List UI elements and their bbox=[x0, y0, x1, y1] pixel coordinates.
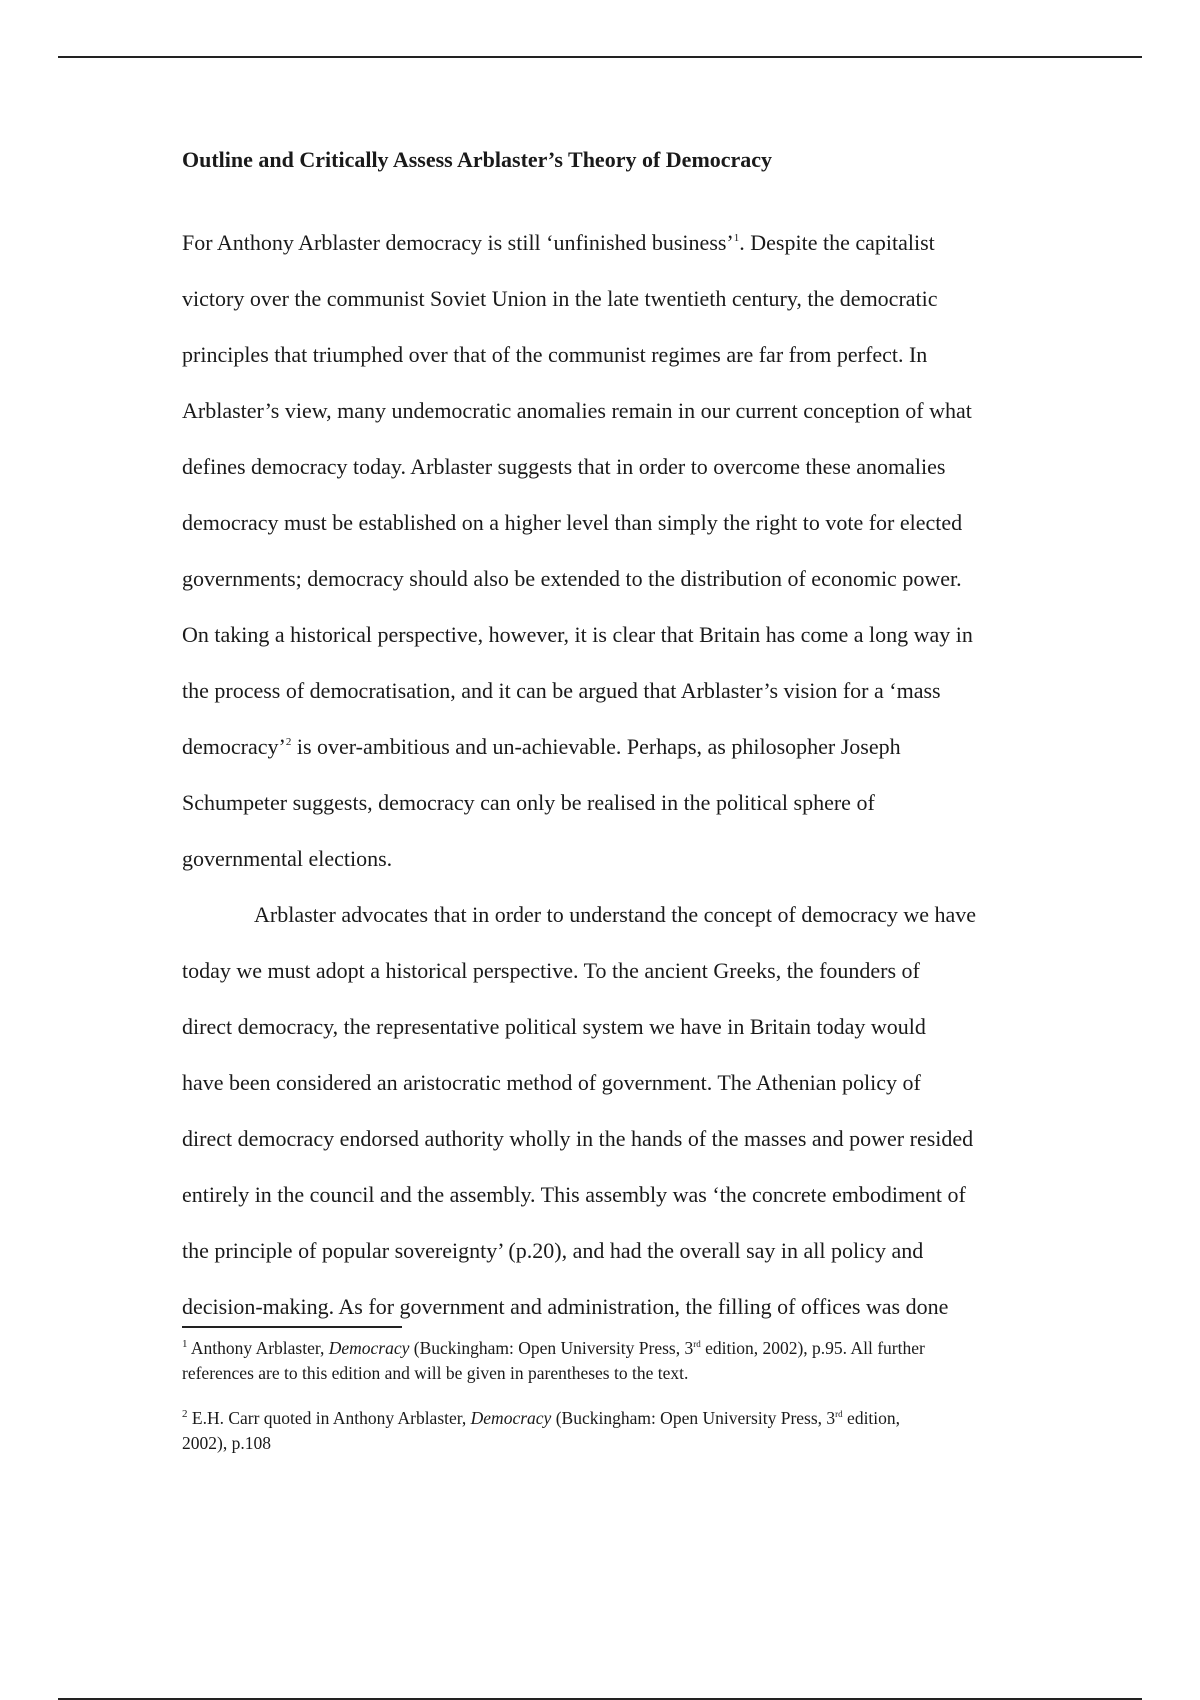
paragraph-1-line: Arblaster’s view, many undemocratic anomalies remain in our current conception of what bbox=[182, 398, 972, 423]
paragraph-1-line: defines democracy today. Arblaster suggests that in order to overcome these anomalies bbox=[182, 454, 946, 479]
paragraph-1-line: democracy must be established on a higher level than simply the right to vote for elected bbox=[182, 510, 963, 535]
paragraph-2-line: the principle of popular sovereignty’ (p.20), and had the overall say in all policy and bbox=[182, 1238, 924, 1263]
footnote-number: 1 bbox=[182, 1338, 188, 1350]
paragraph-1-line: the process of democratisation, and it can be argued that Arblaster’s vision for a ‘mass bbox=[182, 678, 941, 703]
footnote-2: $^2$ E.H. Carr quoted in Anthony Arblaster, Democracy (Buckingham: Open University Press, 3rd edition, 2002), p.108 bbox=[182, 1408, 901, 1453]
paragraph-1-line: governments; democracy should also be extended to the distribution of economic power. bbox=[182, 566, 962, 591]
header-rule bbox=[58, 56, 1142, 58]
paragraph-2-line: direct democracy endorsed authority wholly in the hands of the masses and power resided bbox=[182, 1126, 974, 1151]
paragraph-1-line: governmental elections. bbox=[182, 846, 393, 871]
footnote-ref-2[interactable]: 2 bbox=[285, 736, 292, 748]
paragraph-1-line: Schumpeter suggests, democracy can only be realised in the political sphere of bbox=[182, 790, 875, 815]
footnote-separator bbox=[182, 1326, 402, 1328]
body-text bbox=[182, 228, 1062, 1348]
paragraph-2-line: decision-making. As for government and administration, the filling of offices was done bbox=[182, 1294, 949, 1319]
footnote-1: $^1$ Anthony Arblaster, Democracy (Buckingham: Open University Press, 3rd edition, 2002), p.95. All further references are to this edition and will be given in parentheses to the text. bbox=[182, 1338, 925, 1383]
footnote-ref-1[interactable]: 1 bbox=[733, 232, 740, 244]
paragraph-2-line: have been considered an aristocratic method of government. The Athenian policy of bbox=[182, 1070, 921, 1095]
page-title: Outline and Critically Assess Arblaster’s Theory of Democracy bbox=[182, 147, 773, 172]
paragraph-2-line: today we must adopt a historical perspective. To the ancient Greeks, the founders of bbox=[182, 958, 920, 983]
footnote-number: 2 bbox=[182, 1408, 188, 1420]
paragraph-2-line: entirely in the council and the assembly. This assembly was ‘the concrete embodiment of bbox=[182, 1182, 966, 1207]
paragraph-1-line: principles that triumphed over that of the communist regimes are far from perfect. In bbox=[182, 342, 928, 367]
paragraph-1-line: For Anthony Arblaster democracy is still ‘unfinished business’$^1$. Despite the capitalist bbox=[182, 230, 935, 255]
paragraph-2-line: Arblaster advocates that in order to understand the concept of democracy we have bbox=[254, 902, 977, 927]
book-title: Democracy bbox=[470, 1408, 552, 1428]
paragraph-1-line: democracy’$^2$ is over-ambitious and un-achievable. Perhaps, as philosopher Joseph bbox=[182, 734, 901, 759]
paragraph-2-line: direct democracy, the representative political system we have in Britain today would bbox=[182, 1014, 926, 1039]
book-title: Democracy bbox=[328, 1338, 410, 1358]
paragraph-1-line: victory over the communist Soviet Union in the late twentieth century, the democratic bbox=[182, 286, 938, 311]
paragraph-1-line: On taking a historical perspective, however, it is clear that Britain has come a long way in bbox=[182, 622, 973, 647]
